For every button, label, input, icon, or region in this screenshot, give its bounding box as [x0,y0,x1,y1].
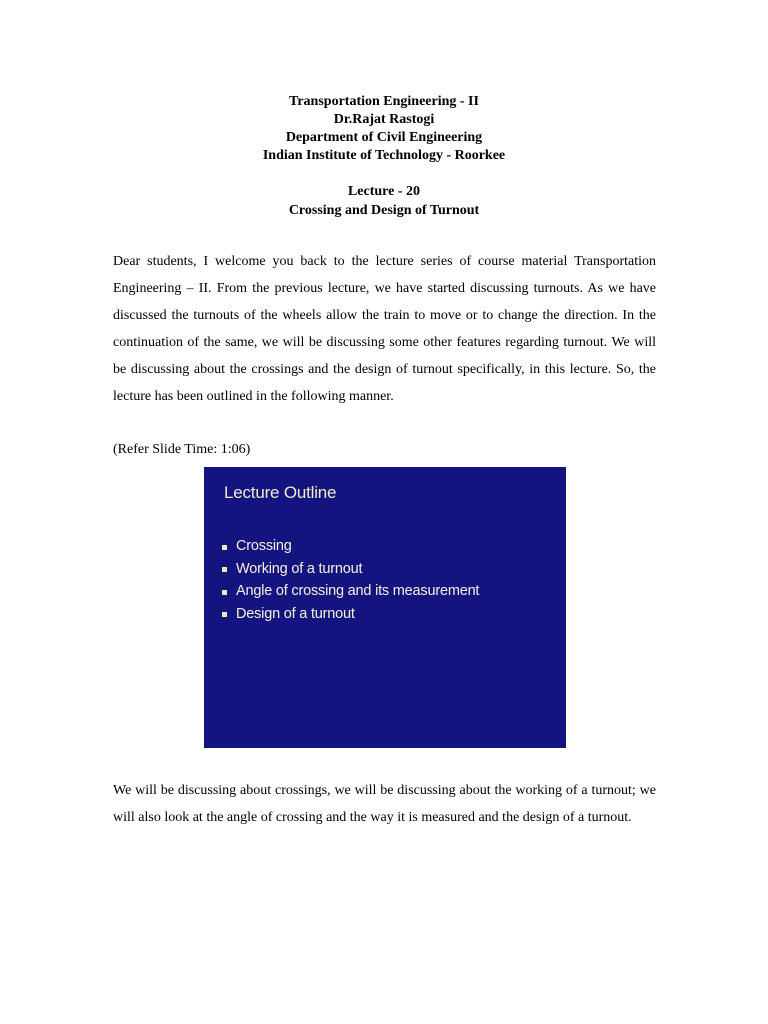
bullet-icon [222,590,227,595]
lecture-number: Lecture - 20 [347,184,421,199]
course-title: Transportation Engineering - II [289,94,479,109]
slide-bullet-text: Crossing [236,538,292,554]
lecture-outline-slide [204,467,566,748]
slide-bullet-item [222,603,479,626]
bullet-icon [222,567,227,572]
document-header [0,93,768,165]
slide-bullet-text: Design of a turnout [236,605,355,622]
slide-title: Lecture Outline [224,483,337,502]
instructor-name: Dr.Rajat Rastogi [333,112,435,127]
slide-bullet-text: Working of a turnout [236,560,363,577]
bullet-icon [222,612,227,617]
slide-bullet-item [222,535,479,558]
slide-bullet-list [222,535,479,625]
bullet-icon [222,545,227,550]
slide-bullet-item [222,580,479,603]
department-name: Department of Civil Engineering [285,130,483,145]
lecture-heading [0,182,768,220]
summary-paragraph: We will be discussing about crossings, we will be discussing about the working of a turnout; we will also look at the angle of crossing and the way it is measured and the design of a turnout. [113,783,656,825]
slide-bullet-item [222,558,479,581]
refer-slide-time: (Refer Slide Time: 1:06) [113,442,251,457]
intro-paragraph: Dear students, I welcome you back to the lecture series of course material Transportation Engineering – II. From the previous lecture, we have started discussing turnouts. As we have discussed the turnouts of the wheels allow the train to move or to change the direction. In the continuation of the same, we will be discussing some other features regarding turnout. We will be discussing about the crossings and the design of turnout specifically, in this lecture. So, the lecture has been outlined in the following manner. [113,254,656,404]
institute-name: Indian Institute of Technology - Roorkee [262,148,506,163]
slide-bullet-text: Angle of crossing and its measurement [236,583,480,599]
lecture-title: Crossing and Design of Turnout [288,203,480,218]
